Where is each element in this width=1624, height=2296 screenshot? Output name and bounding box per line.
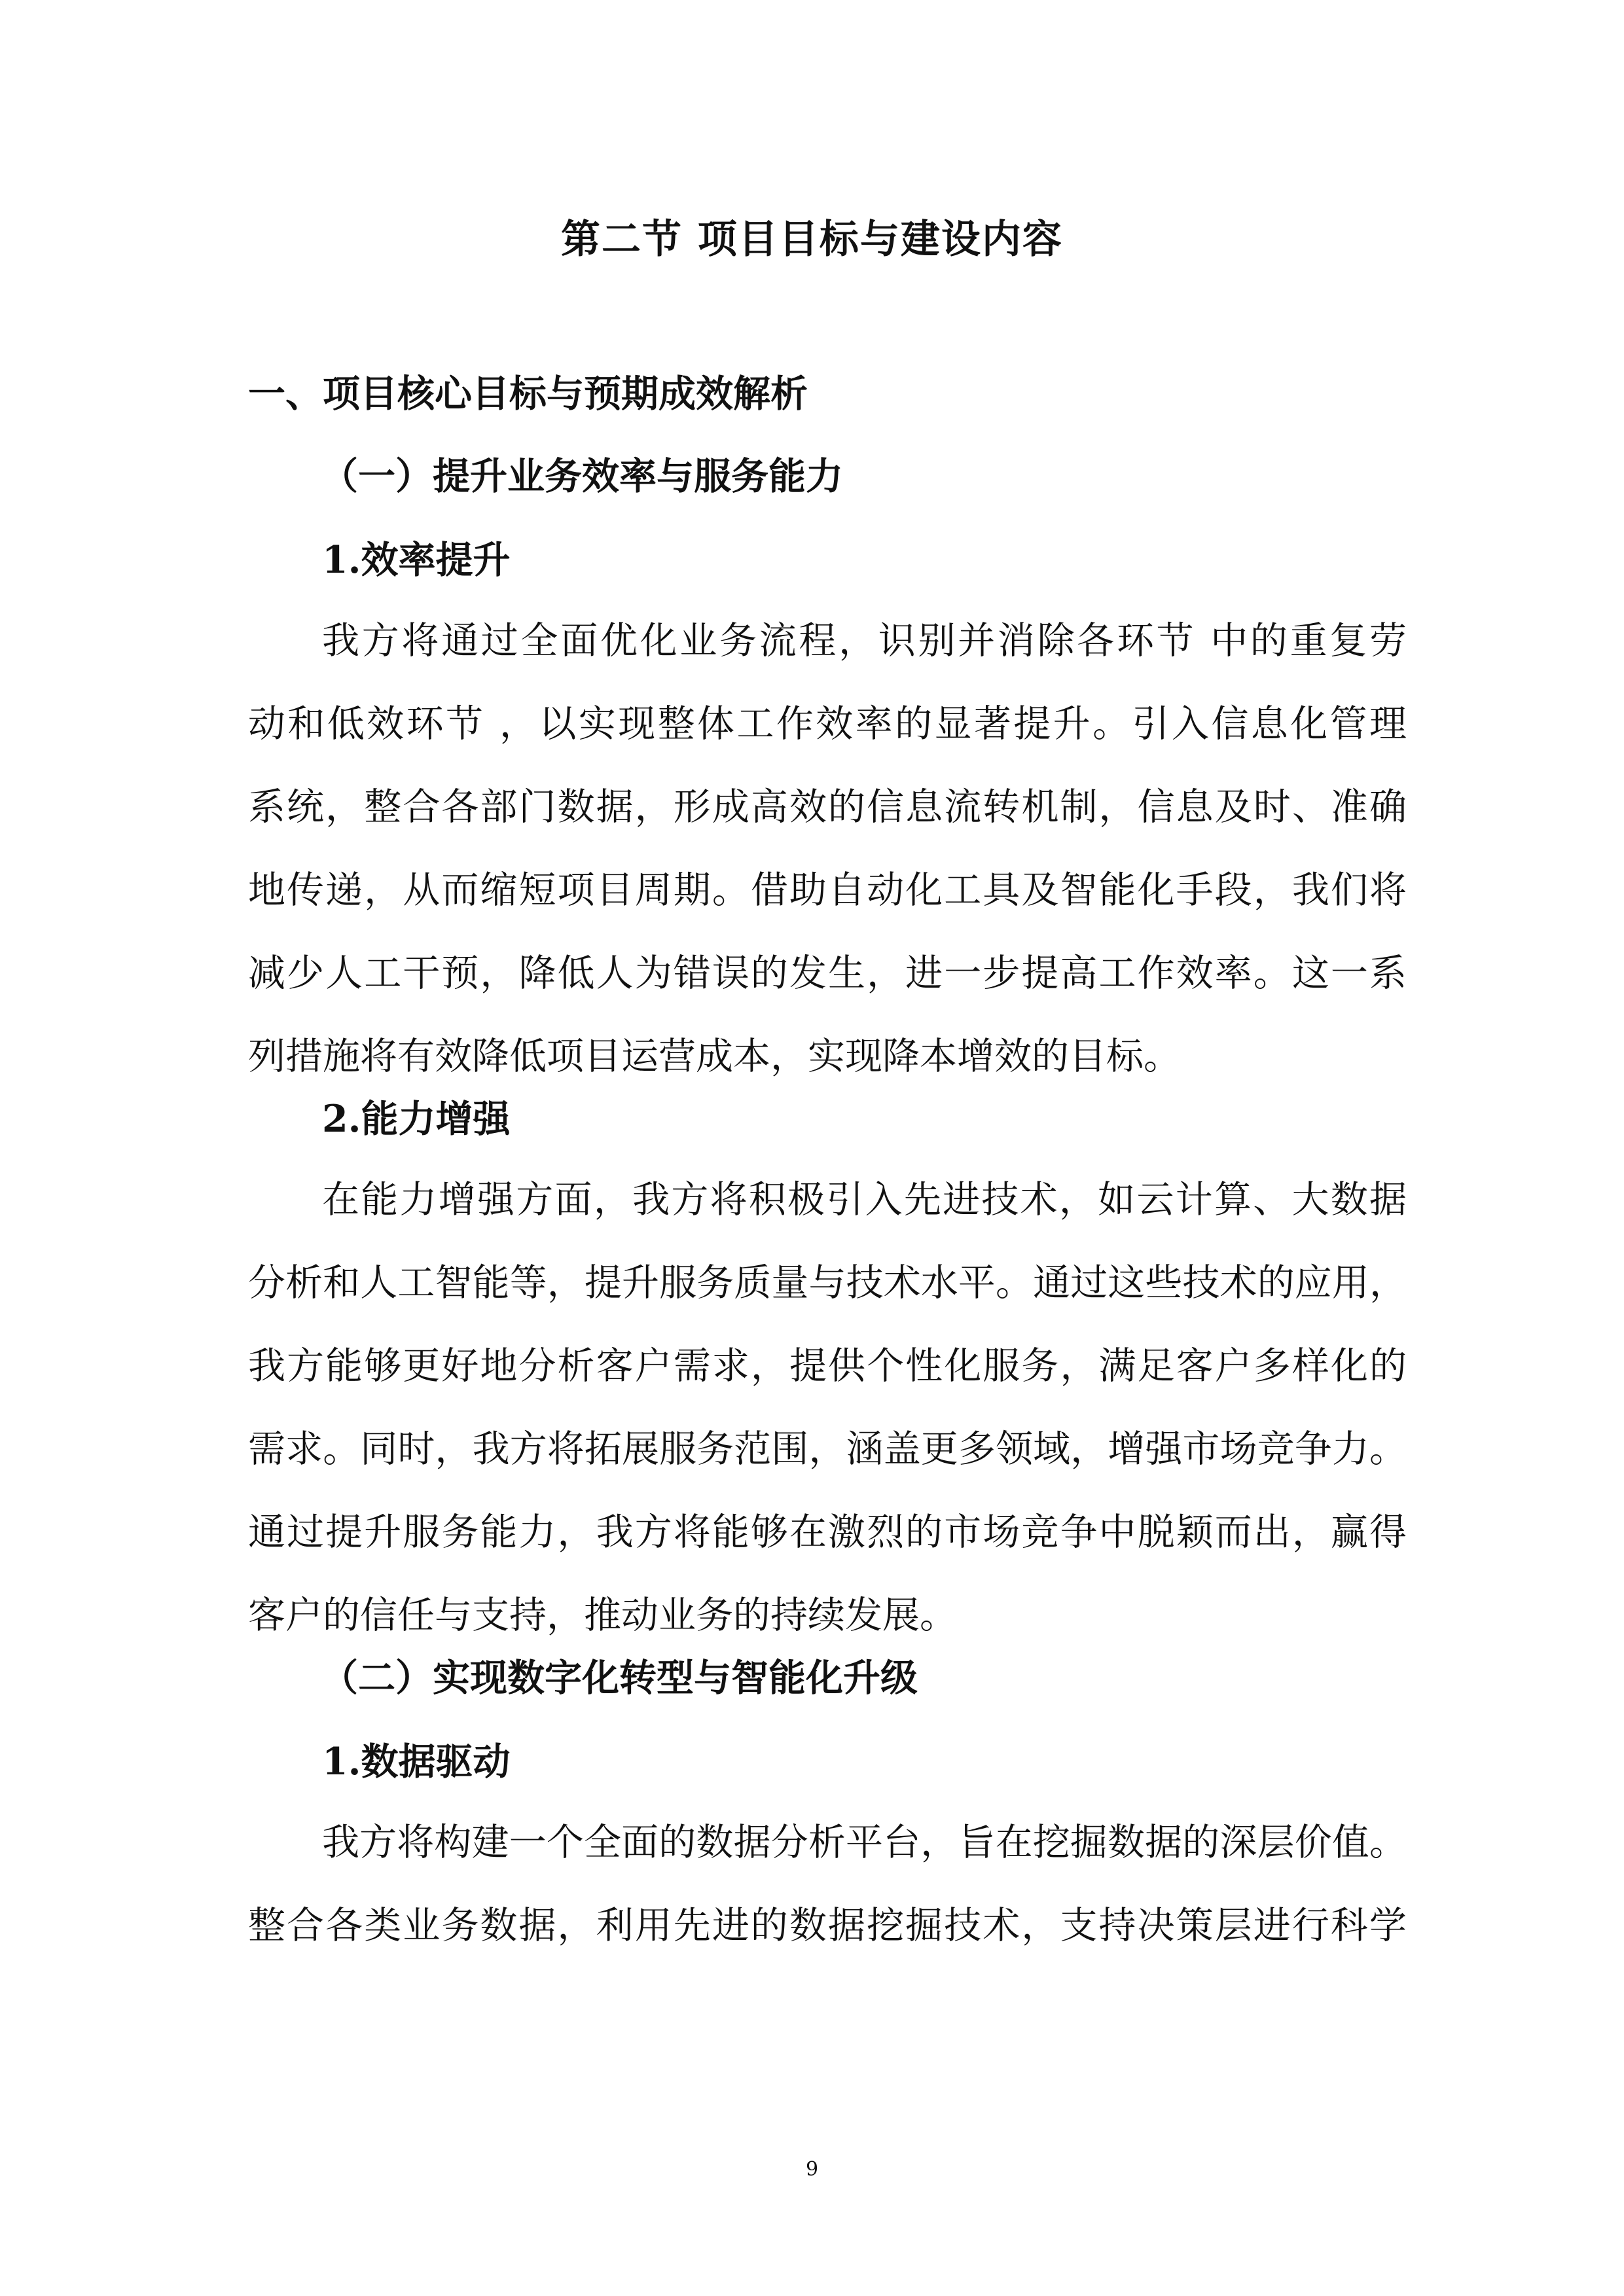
paragraph-line: 减少人工干预，降低人为错误的发生，进一步提高工作效率。这一系 bbox=[248, 952, 1407, 995]
paragraph-line: 通过提升服务能力，我方将能够在激烈的市场竞争中脱颖而出，赢得 bbox=[248, 1511, 1407, 1554]
section-heading-1: 一、项目核心目标与预期成效解析 bbox=[248, 372, 808, 416]
subsection-heading-1: （一）提升业务效率与服务能力 bbox=[321, 454, 843, 498]
paragraph-line: 分析和人工智能等，提升服务质量与技术水平。通过这些技术的应用， bbox=[248, 1261, 1407, 1304]
item-heading-data-driven: 1.数据驱动 bbox=[322, 1740, 511, 1784]
page-title: 第二节 项目目标与建设内容 bbox=[561, 217, 1063, 262]
paragraph-capability bbox=[248, 1158, 1407, 1657]
page-number: 9 bbox=[805, 2158, 819, 2181]
paragraph-line: 客户的信任与支持，推动业务的持续发展。 bbox=[248, 1594, 957, 1637]
paragraph-line: 在能力增强方面，我方将积极引入先进技术，如云计算、大数据 bbox=[322, 1178, 1407, 1221]
subsection-heading-2: （二）实现数字化转型与智能化升级 bbox=[321, 1656, 918, 1700]
paragraph-line: 系统，整合各部门数据，形成高效的信息流转机制，信息及时、准确 bbox=[248, 785, 1407, 829]
paragraph-line: 我方将构建一个全面的数据分析平台，旨在挖掘数据的深层价值。 bbox=[322, 1821, 1407, 1864]
paragraph-line: 地传递，从而缩短项目周期。借助自动化工具及智能化手段，我们将 bbox=[248, 869, 1407, 912]
paragraph-line: 需求。同时，我方将拓展服务范围，涵盖更多领域，增强市场竞争力。 bbox=[248, 1427, 1407, 1471]
paragraph-data-driven bbox=[248, 1801, 1407, 1967]
paragraph-efficiency bbox=[248, 600, 1407, 1098]
paragraph-line: 动和低效环节 ，以实现整体工作效率的显著提升。引入信息化管理 bbox=[248, 702, 1407, 745]
paragraph-line: 我方能够更好地分析客户需求，提供个性化服务，满足客户多样化的 bbox=[248, 1344, 1407, 1388]
paragraph-line: 我方将通过全面优化业务流程，识别并消除各环节 中的重复劳 bbox=[322, 619, 1407, 662]
item-heading-capability: 2.能力增强 bbox=[322, 1097, 511, 1141]
paragraph-line: 整合各类业务数据，利用先进的数据挖掘技术，支持决策层进行科学 bbox=[248, 1904, 1407, 1947]
paragraph-line: 列措施将有效降低项目运营成本，实现降本增效的目标。 bbox=[248, 1035, 1181, 1078]
item-heading-efficiency: 1.效率提升 bbox=[322, 538, 511, 582]
